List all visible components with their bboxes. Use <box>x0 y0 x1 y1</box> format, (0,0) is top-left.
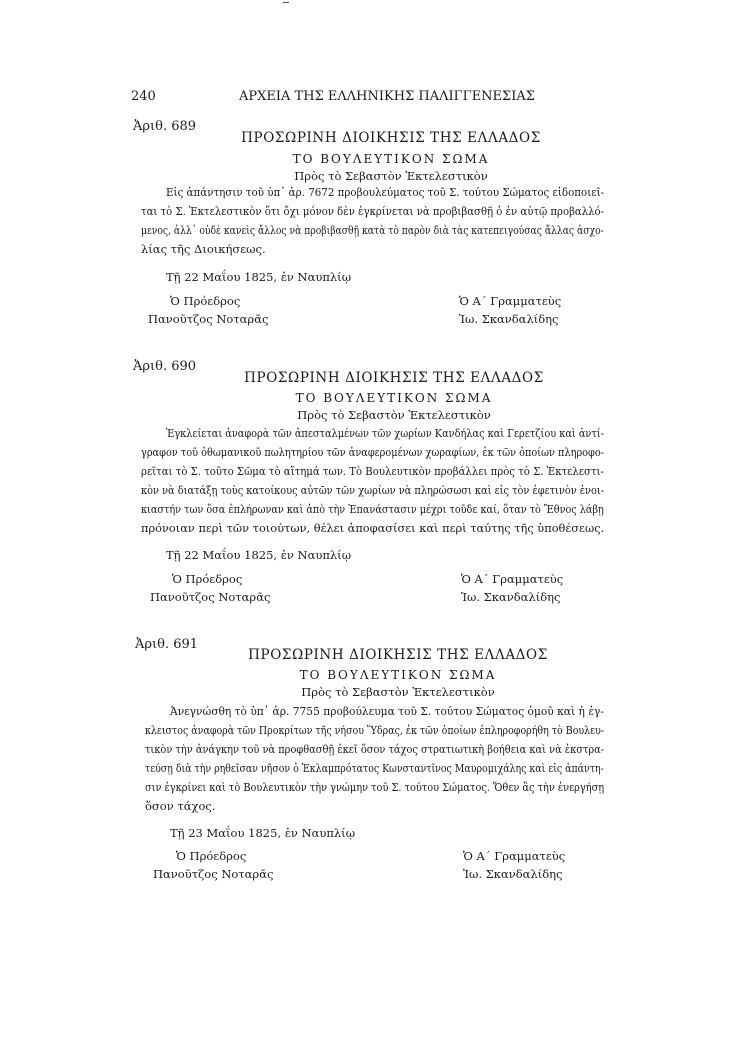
page-number: 240 <box>131 89 156 104</box>
entry-title: ΠΡΟΣΩΡΙΝΗ ΔΙΟΙΚΗΣΙΣ ΤΗΣ ΕΛΛΑΔΟΣ <box>244 370 544 386</box>
paragraph-line: τικὸν τὴν ἀνάγκην τοῦ νὰ προφθασθῇ ἐκεῖ ὅσον τάχος στρατιωτικὴ βοήθεια καὶ νὰ ἐκστρα- <box>145 742 605 756</box>
right-signature-name: Ἰω. Σκανδαλίδης <box>459 312 559 326</box>
paragraph-line: ρεῖται τὸ Σ. τοῦτο Σῶμα τὸ αἴτημά των. Τὸ Βουλευτικὸν προβάλλει πρὸς τὸ Σ. Ἐκτελεστι- <box>141 464 604 478</box>
left-signature-title: Ὁ Πρόεδρος <box>176 849 247 863</box>
left-signature-name: Πανοῦτζος Νοταρᾶς <box>148 312 269 326</box>
paragraph-line: λίας τῆς Διοικήσεως. <box>141 242 266 256</box>
right-signature-title: Ὁ Α´ Γραμματεὺς <box>459 294 562 308</box>
paragraph-line: γραφον τοῦ ὀθωμανικοῦ πωλητηρίου τῶν ἀναφερομένων χωραφίων, ἐκ τῶν ὁποίων πληροφο- <box>141 445 605 459</box>
paragraph-line: Ἐγκλείεται ἀναφορὰ τῶν ἀπεσταλμένων τῶν χωρίων Κανδήλας καὶ Γερετζίου καὶ ἀντί- <box>166 426 604 440</box>
paragraph-line: Εἰς ἀπάντησιν τοῦ ὑπ᾽ ἀρ. 7672 προβουλεύματος τοῦ Σ. τούτου Σώματος εἰδοποιεῖ- <box>166 185 605 199</box>
entry-number: Ἀριθ. 690 <box>133 359 197 374</box>
paragraph-line: κιαστήν των ὅσα ἐπλήρωναν καὶ ἀπὸ τὴν Ἐπανάστασιν μέχρι τοῦδε καί, ὅταν τὸ Ἔθνος λάβῃ <box>141 502 604 516</box>
entry-number: Ἀριθ. 691 <box>135 637 199 652</box>
left-signature-name: Πανοῦτζος Νοταρᾶς <box>153 867 274 881</box>
entry-date: Τῇ 23 Μαΐου 1825, ἐν Ναυπλίῳ <box>170 826 356 840</box>
entry-addressee: Πρὸς τὸ Σεβαστὸν Ἐκτελεστικὸν <box>294 169 488 183</box>
left-signature-name: Πανοῦτζος Νοταρᾶς <box>150 590 271 604</box>
paragraph-line: κλειστος ἀναφορὰ τῶν Προκρίτων τῆς νήσου Ὕδρας, ἐκ τῶν ὁποίων ἐπληροφορήθη τὸ Βουλευ- <box>145 723 605 737</box>
paragraph-line: μενος, ἀλλ᾽ οὐδὲ κανεὶς ἄλλος νὰ προβιβασθῇ κατὰ τὸ παρὸν διὰ τὰς κατεπειγούσας ἄλλας ἀσχο- <box>141 223 604 237</box>
entry-title: ΠΡΟΣΩΡΙΝΗ ΔΙΟΙΚΗΣΙΣ ΤΗΣ ΕΛΛΑΔΟΣ <box>248 647 548 663</box>
right-signature-name: Ἰω. Σκανδαλίδης <box>463 867 563 881</box>
scan-mark <box>283 2 289 3</box>
right-signature-title: Ὁ Α´ Γραμματεὺς <box>461 572 564 586</box>
entry-body-name: ΤΟ ΒΟΥΛΕΥΤΙΚΟΝ ΣΩΜΑ <box>292 152 490 166</box>
entry-title: ΠΡΟΣΩΡΙΝΗ ΔΙΟΙΚΗΣΙΣ ΤΗΣ ΕΛΛΑΔΟΣ <box>241 130 541 146</box>
paragraph-line: σιν ἐγκρίνει καὶ τὸ Βουλευτικὸν τὴν γνώμην τοῦ Σ. τούτου Σώματος. Ὅθεν ἂς τὴν ἐνεργήσῃ <box>145 780 605 794</box>
entry-body-name: ΤΟ ΒΟΥΛΕΥΤΙΚΟΝ ΣΩΜΑ <box>295 391 493 405</box>
entry-addressee: Πρὸς τὸ Σεβαστὸν Ἐκτελεστικὸν <box>297 408 491 422</box>
entry-body-name: ΤΟ ΒΟΥΛΕΥΤΙΚΟΝ ΣΩΜΑ <box>299 668 497 682</box>
running-title: ΑΡΧΕΙΑ ΤΗΣ ΕΛΛΗΝΙΚΗΣ ΠΑΛΙΓΓΕΝΕΣΙΑΣ <box>239 89 535 104</box>
left-signature-title: Ὁ Πρόεδρος <box>172 572 243 586</box>
paragraph-line: κὸν νὰ διατάξῃ τοὺς κατοίκους αὐτῶν τῶν χωρίων νὰ πληρώσωσι καὶ εἰς τὸν ἐφετινὸν ἐνοι- <box>141 483 605 497</box>
right-signature-name: Ἰω. Σκανδαλίδης <box>461 590 561 604</box>
entry-addressee: Πρὸς τὸ Σεβαστὸν Ἐκτελεστικὸν <box>301 685 495 699</box>
paragraph-line: ται τὸ Σ. Ἐκτελεστικὸν ὅτι ὄχι μόνον δὲν ἐγκρίνεται νὰ προβιβασθῇ ὁ ἐν αὐτῷ προβαλλό- <box>141 204 605 218</box>
entry-date: Τῇ 22 Μαΐου 1825, ἐν Ναυπλίῳ <box>166 548 352 562</box>
paragraph-line: Ἀνεγνώσθη τὸ ὑπ᾽ ἀρ. 7755 προβούλευμα τοῦ Σ. τούτου Σώματος ὁμοῦ καὶ ἡ ἐγ- <box>170 704 605 718</box>
paragraph-line: πρόνοιαν περὶ τῶν τοιούτων, θέλει ἀποφασίσει καὶ περὶ ταύτης τῆς ὑποθέσεως. <box>141 521 605 535</box>
left-signature-title: Ὁ Πρόεδρος <box>170 294 241 308</box>
entry-date: Τῇ 22 Μαΐου 1825, ἐν Ναυπλίῳ <box>166 270 352 284</box>
paragraph-line: τεύσῃ διὰ τὴν ρηθεῖσαν νῆσον ὁ Ἐκλαμπρότατος Κωνσταντῖνος Μαυρομιχάλης καὶ εἰς ἀπάντη- <box>145 761 604 775</box>
right-signature-title: Ὁ Α´ Γραμματεὺς <box>463 849 566 863</box>
paragraph-line: ὅσον τάχος. <box>145 799 216 813</box>
entry-number: Ἀριθ. 689 <box>133 119 197 134</box>
